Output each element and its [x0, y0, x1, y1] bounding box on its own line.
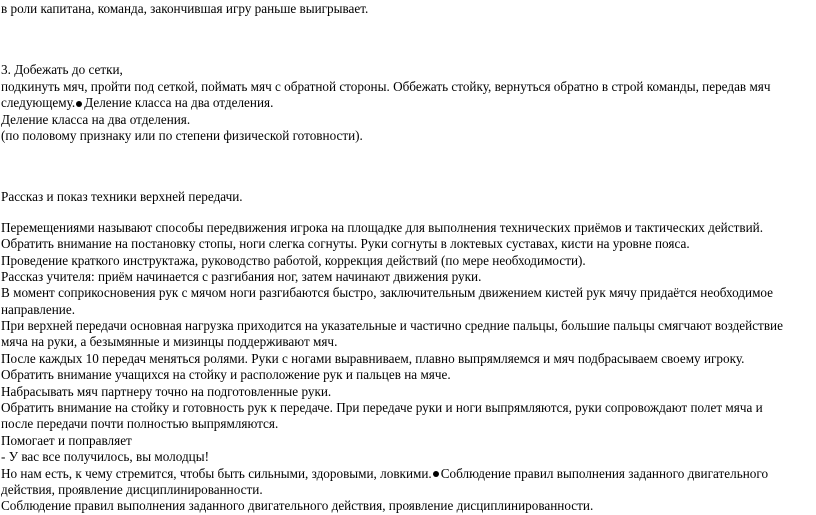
body-line: после передачи почти полностью выпрямляются.: [1, 416, 279, 432]
exercise-3-line-4: (по половому признаку или по степени физической готовности).: [1, 127, 363, 143]
body-line: направление.: [1, 301, 75, 317]
story-title: Рассказ и показ техники верхней передачи.: [1, 189, 243, 205]
exercise-3-line-3: Деление класса на два отделения.: [1, 111, 191, 127]
spacer: [1, 206, 813, 220]
closing-line-1-b: Соблюдение правил выполнения заданного двигательного: [440, 465, 769, 481]
body-line: Рассказ учителя: приём начинается с разгибания ног, затем начинают движения руки.: [1, 268, 482, 284]
exercise-3-line-1: подкинуть мяч, пройти под сеткой, поймать мяч с обратной стороны. Оббежать стойку, вернуться обратно в строй команды, передав мяч: [1, 78, 771, 94]
body-line: Набрасывать мяч партнеру точно на подготовленные руки.: [1, 383, 332, 399]
closing-line-2: действия, проявление дисциплинированности.: [1, 481, 263, 497]
body-line: Проведение краткого инструктажа, руководство работой, коррекция действий (по мере необходимости).: [1, 252, 586, 268]
spacer: [1, 17, 813, 62]
body-line: При верхней передачи основная нагрузка приходится на указательные и частично средние пальцы, большие пальцы смягчают воздействие: [1, 318, 783, 334]
intro-text: в роли капитана, команда, закончившая игру раньше выигрывает.: [1, 1, 369, 16]
body-line: Обратить внимание учащихся на стойку и расположение рук и пальцев на мяче.: [1, 367, 451, 383]
body-line: Помогает и поправляет: [1, 432, 132, 448]
exercise-3-title: 3. Добежать до сетки,: [1, 62, 123, 78]
body-line: Перемещениями называют способы передвижения игрока на площадке для выполнения технических приёмов и тактических действий.: [1, 219, 763, 235]
closing-line-1: [1, 466, 813, 482]
body-line: - У вас все получилось, вы молодцы!: [1, 449, 209, 465]
body-line: мяча на руки, а безымянные и мизинцы поддерживают мяч.: [1, 334, 338, 350]
body-line: В момент соприкосновения рук с мячом ноги разгибаются быстро, заключительным движением кистей рук мячу придаётся необходимое: [1, 285, 774, 301]
spacer: [1, 144, 813, 189]
bullet-icon: [433, 471, 439, 477]
body-line: Обратить внимание на постановку стопы, ноги слегка согнуты. Руки согнуты в локтевых суставах, кисти на уровне пояса.: [1, 236, 690, 252]
body-line: Обратить внимание на стойку и готовность рук к передаче. При передаче руки и ноги выпрямляются, руки сопровождают полет мяча и: [1, 400, 763, 416]
document-page: [1, 0, 813, 515]
body-line: После каждых 10 передач меняться ролями. Руки с ногами выравниваем, плавно выпрямляемся и мяч подбрасываем своему игроку.: [1, 350, 745, 366]
exercise-3-line-2: [1, 95, 813, 111]
exercise-3-line-2-b: Деление класса на два отделения.: [84, 95, 274, 111]
closing-line-1-a: Но нам есть, к чему стремится, чтобы быть сильными, здоровыми, ловкими.: [1, 465, 432, 481]
bullet-icon: [76, 101, 82, 107]
closing-line-3: Соблюдение правил выполнения заданного двигательного действия, проявление дисциплинированности.: [1, 498, 594, 514]
exercise-3-line-2-a: следующему.: [1, 95, 76, 111]
